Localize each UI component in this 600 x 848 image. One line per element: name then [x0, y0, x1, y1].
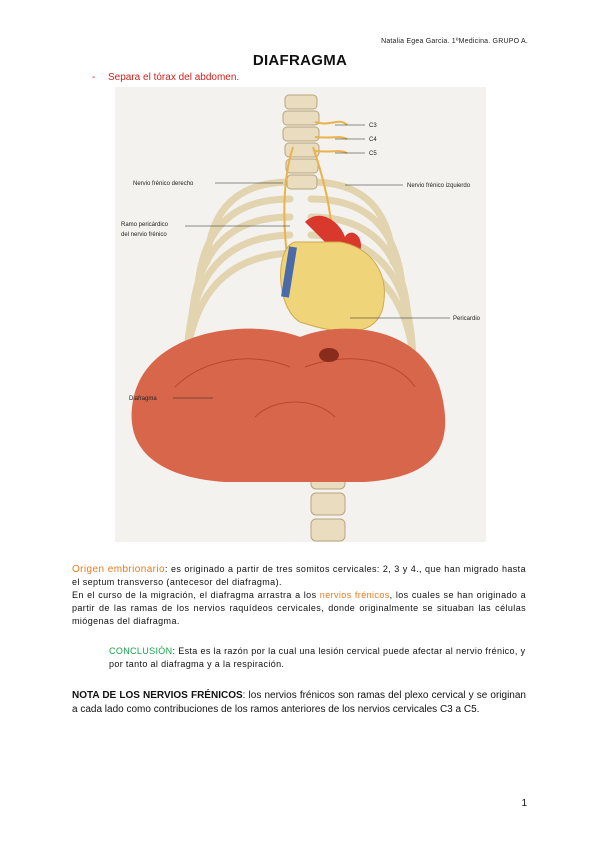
- conclusion-text: : Esta es la razón por la cual una lesión cervical puede afectar al nervio frénico, y por tanto al diafragma y a la respiración.: [109, 646, 526, 669]
- origin-paragraph: [72, 563, 526, 628]
- bullet-item: [92, 72, 239, 83]
- label-c3: C3: [369, 123, 377, 129]
- migration-text-post: , los cuales se han originado a partir de las ramas de los nervios raquídeos cervicales, donde originalmente se situaban las células miógenas del diafragma.: [72, 590, 526, 626]
- label-pericardial-branch: Ramo pericárdico: [121, 222, 169, 228]
- label-right-phrenic: Nervio frénico derecho: [133, 181, 194, 187]
- migration-highlight: nervios frénicos: [319, 590, 390, 600]
- origin-label: Origen embrionario: [72, 564, 165, 575]
- anatomy-illustration: [115, 87, 486, 542]
- page-header: Natalia Egea Garcia. 1ºMedicina. GRUPO A.: [381, 38, 528, 45]
- label-diaphragm: Diafragma: [129, 396, 157, 402]
- diaphragm-illustration-svg: [115, 87, 486, 542]
- origin-text: : es originado a partir de tres somitos cervicales: 2, 3 y 4., que han migrado hasta el septum transverso (antecesor del diafragma).: [72, 564, 526, 587]
- note-label: NOTA DE LOS NERVIOS FRÉNICOS: [72, 690, 243, 701]
- note-text: : los nervios frénicos son ramas del plexo cervical y se originan a cada lado como contribuciones de los ramos anteriores de los nervios cervicales C3 a C5.: [72, 690, 526, 715]
- label-c4: C4: [369, 137, 377, 143]
- label-left-phrenic: Nervio frénico izquierdo: [407, 183, 471, 189]
- conclusion-paragraph: [109, 645, 527, 671]
- note-paragraph: [72, 689, 526, 717]
- page-number: 1: [521, 798, 527, 809]
- page-title: DIAFRAGMA: [252, 52, 348, 69]
- label-pericardial-branch-2: del nervio frénico: [121, 232, 167, 238]
- conclusion-label: CONCLUSIÓN: [109, 646, 173, 656]
- migration-text-pre: En el curso de la migración, el diafragma arrastra a los: [72, 590, 320, 600]
- bullet-marker: -: [92, 72, 96, 83]
- diaphragm-muscle: [132, 329, 446, 482]
- label-pericardium: Pericardio: [453, 316, 481, 322]
- bullet-text: Separa el tórax del abdomen.: [108, 72, 240, 83]
- label-c5: C5: [369, 151, 377, 157]
